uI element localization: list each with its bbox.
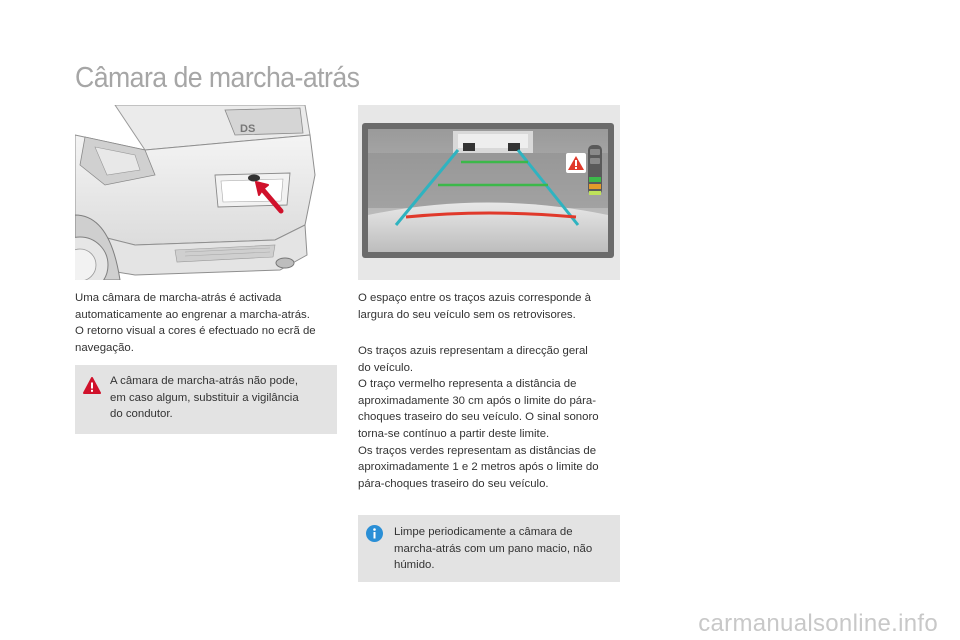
site-watermark: carmanualsonline.info bbox=[698, 610, 938, 637]
exclamation-icon bbox=[83, 377, 101, 395]
intro-text: Uma câmara de marcha-atrás é activada automaticamente ao engrenar a marcha-atrás. O retorno visual a cores é efectuado no ecrã de navegação. bbox=[75, 292, 316, 354]
car-rear-illustration bbox=[75, 105, 337, 280]
guide-lines-details: Os traços azuis representam a direcção geral do veículo. O traço vermelho representa a distância de aproximadamente 30 cm após o limite do pára- choques traseiro do seu veículo. O sinal sonoro torna-se contínuo a partir deste limite. Os traços verdes representam as distâncias de aproximadamente 1 e 2 metros após o limite do pára-choques traseiro do seu veículo. bbox=[358, 345, 599, 490]
info-text: Limpe periodicamente a câmara de marcha-atrás com um pano macio, não húmido. bbox=[394, 526, 593, 572]
info-icon bbox=[366, 525, 383, 542]
info-notice bbox=[358, 515, 620, 582]
warning-text: A câmara de marcha-atrás não pode, em caso algum, substituir a vigilância do condutor. bbox=[110, 375, 299, 421]
warning-notice bbox=[75, 365, 337, 434]
page-title: Câmara de marcha-atrás bbox=[75, 62, 360, 94]
blue-lines-text: O espaço entre os traços azuis corresponde à largura do seu veículo sem os retrovisores. bbox=[358, 292, 592, 321]
camera-display-illustration bbox=[358, 105, 620, 280]
svg-text:DS: DS bbox=[240, 123, 256, 135]
